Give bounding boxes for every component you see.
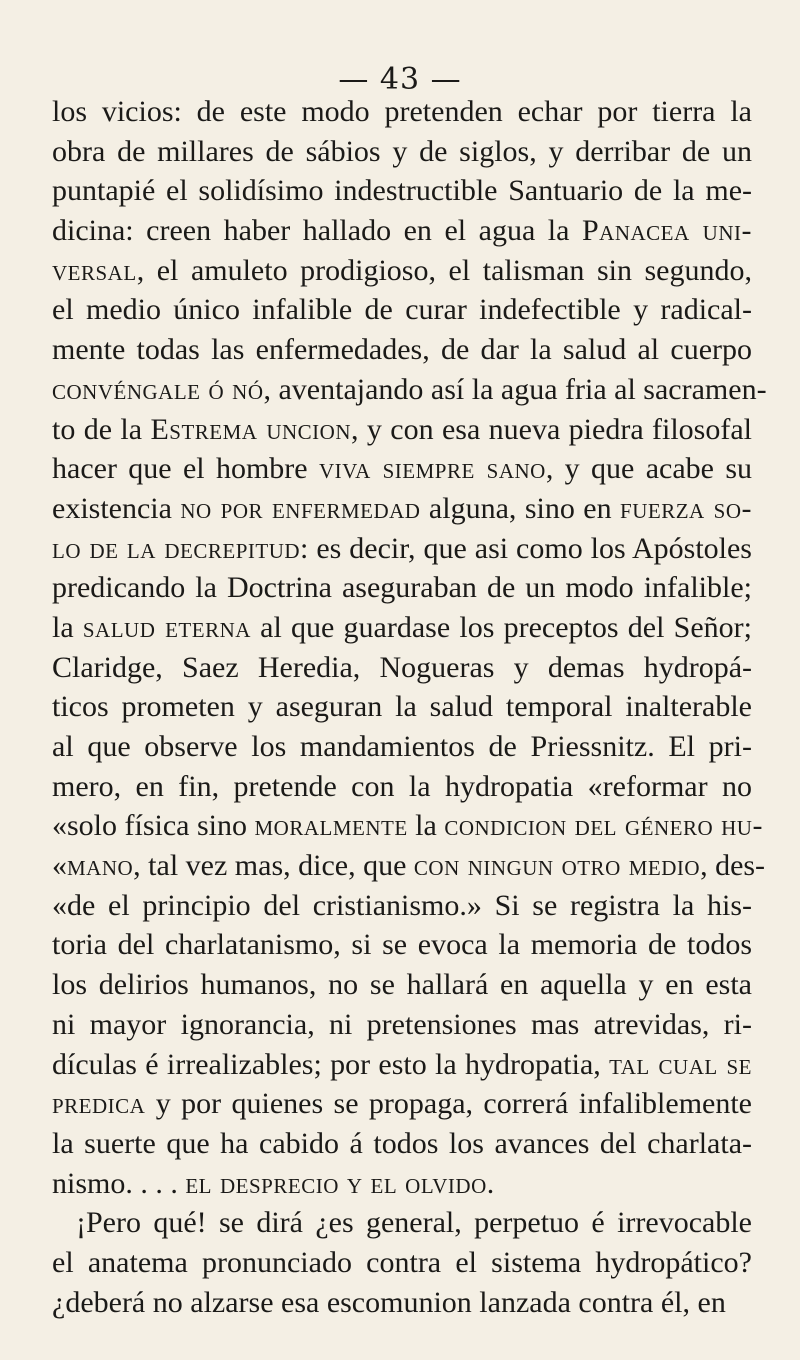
text-line bbox=[52, 1005, 752, 1045]
text-line bbox=[52, 211, 752, 251]
text-line bbox=[52, 806, 763, 846]
text-run: : es decir, que asi como los Apóstoles bbox=[300, 531, 752, 565]
text-line bbox=[52, 1124, 752, 1164]
text-line bbox=[52, 608, 752, 648]
text-run: «de el principio del cristianismo.» Si se registra la his- bbox=[52, 888, 752, 922]
text-line bbox=[52, 449, 752, 489]
text-line bbox=[52, 330, 752, 370]
small-caps-run: Panacea uni- bbox=[581, 214, 752, 248]
text-run: puntapié el solidísimo indestructible Santuario de la me- bbox=[52, 174, 752, 208]
text-run: mero, en fin, pretende con la hydropatia «reformar no bbox=[52, 769, 752, 803]
text-line bbox=[52, 529, 752, 569]
text-run: ¡Pero qué! se dirá ¿es general, perpetuo é irrevocable bbox=[76, 1206, 752, 1240]
text-run: , y con esa nueva piedra filosofal bbox=[351, 412, 752, 446]
text-line bbox=[52, 1164, 752, 1204]
small-caps-run: mano bbox=[67, 849, 134, 883]
text-run: , y que acabe su bbox=[545, 452, 752, 486]
text-line bbox=[52, 92, 752, 132]
text-run: nismo. . . . bbox=[52, 1166, 186, 1200]
text-line bbox=[52, 648, 752, 688]
text-line bbox=[52, 727, 752, 767]
small-caps-run: el desprecio y el olvido bbox=[185, 1166, 487, 1200]
text-run: , el amuleto prodigioso, el talisman sin segundo, bbox=[136, 253, 752, 287]
text-run: la bbox=[52, 610, 83, 644]
text-run: ticos prometen y aseguran la salud temporal inalterable bbox=[52, 690, 752, 724]
small-caps-run: viva siempre sano bbox=[318, 452, 546, 486]
text-run: . bbox=[486, 1166, 495, 1200]
text-run: mente todas las enfermedades, de dar la salud al cuerpo bbox=[52, 333, 752, 367]
text-run: , des- bbox=[700, 849, 766, 883]
page-number: — 43 — bbox=[338, 62, 462, 97]
text-run: , tal vez mas, dice, que bbox=[133, 849, 414, 883]
small-caps-run: salud eterna bbox=[82, 610, 251, 644]
text-run: dículas é irrealizables; por esto la hydropatia, bbox=[52, 1047, 610, 1081]
text-run: los vicios: de este modo pretenden echar por tierra la bbox=[52, 95, 752, 128]
text-line bbox=[52, 687, 752, 727]
text-line bbox=[52, 925, 752, 965]
body-text bbox=[52, 92, 767, 1322]
text-run: alguna, sino en bbox=[420, 491, 621, 525]
text-run: predicando la Doctrina aseguraban de un modo infalible; bbox=[52, 571, 752, 605]
small-caps-run: condicion del género hu- bbox=[444, 809, 763, 843]
text-run: los delirios humanos, no se hallará en aquella y en esta bbox=[52, 968, 752, 1002]
text-run: to de la bbox=[52, 412, 151, 446]
small-caps-run: con ningun otro medio bbox=[413, 849, 701, 883]
text-line bbox=[52, 1283, 752, 1323]
text-line bbox=[52, 1203, 752, 1243]
text-run: la suerte que ha cabido á todos los avances del charlata- bbox=[52, 1126, 752, 1160]
text-run: , aventajando así la agua fria al sacramen- bbox=[263, 372, 767, 406]
text-run: al que guardase los preceptos del Señor; bbox=[250, 610, 752, 644]
text-run: obra de millares de sábios y de siglos, y derribar de un bbox=[52, 134, 752, 168]
text-line bbox=[52, 410, 752, 450]
text-run: «solo física sino bbox=[52, 809, 255, 843]
small-caps-run: versal bbox=[52, 253, 137, 287]
text-run: hacer que el hombre bbox=[52, 452, 319, 486]
text-run: Claridge, Saez Heredia, Nogueras y demas hydropá- bbox=[52, 650, 752, 684]
text-run: ¿deberá no alzarse esa escomunion lanzada contra él, en bbox=[52, 1285, 726, 1319]
text-line bbox=[52, 568, 752, 608]
text-line bbox=[52, 251, 752, 291]
small-caps-run: no por enfermedad bbox=[180, 491, 421, 525]
text-run: el anatema pronunciado contra el sistema hydropático? bbox=[52, 1245, 752, 1279]
text-line bbox=[52, 370, 767, 410]
text-line bbox=[52, 132, 752, 172]
text-run: existencia bbox=[52, 491, 181, 525]
text-line bbox=[52, 1243, 752, 1283]
small-caps-run: lo de la decrepitud bbox=[52, 531, 301, 565]
text-run: toria del charlatanismo, si se evoca la memoria de todos bbox=[52, 928, 752, 962]
text-run: y por quienes se propaga, correrá infaliblemente bbox=[145, 1087, 752, 1121]
text-line bbox=[52, 1045, 752, 1085]
small-caps-run: fuerza so- bbox=[620, 491, 752, 525]
text-line bbox=[52, 886, 752, 926]
text-line bbox=[52, 965, 752, 1005]
text-run: ni mayor ignorancia, ni pretensiones mas atrevidas, ri- bbox=[52, 1007, 752, 1041]
text-run: el medio único infalible de curar indefectible y radical- bbox=[52, 293, 752, 327]
small-caps-run: tal cual se bbox=[609, 1047, 752, 1081]
text-run: la bbox=[407, 809, 445, 843]
text-line bbox=[52, 846, 766, 886]
text-run: « bbox=[52, 849, 67, 883]
text-line bbox=[52, 489, 752, 529]
text-line bbox=[52, 171, 752, 211]
small-caps-run: predica bbox=[52, 1087, 146, 1121]
text-line bbox=[52, 767, 752, 807]
text-line bbox=[52, 290, 752, 330]
text-line bbox=[52, 1084, 752, 1124]
text-run: al que observe los mandamientos de Priessnitz. El pri- bbox=[52, 730, 752, 763]
text-run: dicina: creen haber hallado en el agua la bbox=[52, 214, 582, 248]
small-caps-run: convéngale ó nó bbox=[52, 372, 264, 406]
small-caps-run: Estrema uncion bbox=[150, 412, 352, 446]
small-caps-run: moralmente bbox=[254, 809, 408, 843]
